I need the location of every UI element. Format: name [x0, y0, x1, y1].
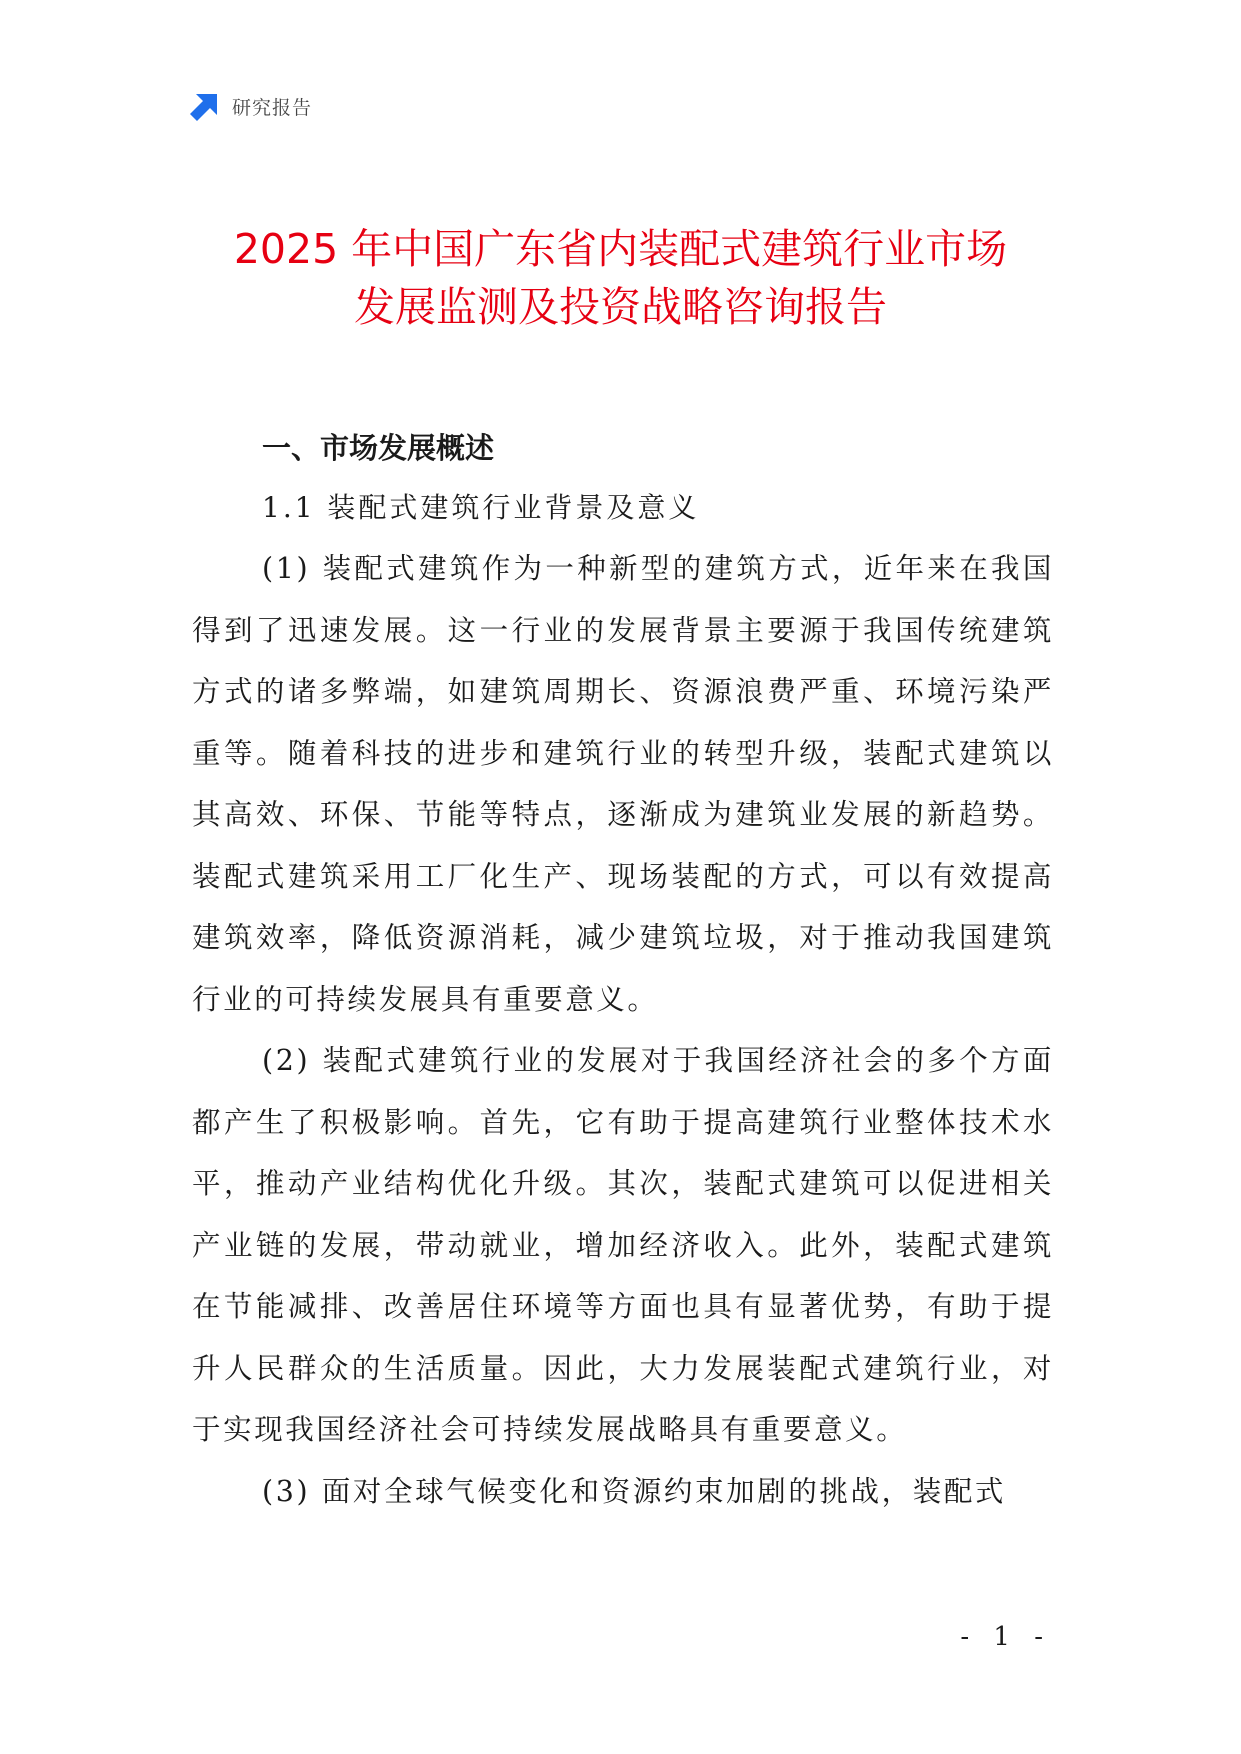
paragraph-2: (2) 装配式建筑行业的发展对于我国经济社会的多个方面都产生了积极影响。首先，它有助于提高建筑行业整体技术水平，推动产业结构优化升级。其次，装配式建筑可以促进相关产业链的发展，带动就业，增加经济收入。此外，装配式建筑在节能减排、改善居住环境等方面也具有显著优势，有助于提升人民群众的生活质量。因此，大力发展装配式建筑行业，对于实现我国经济社会可持续发展战略具有重要意义。: [192, 1044, 1054, 1446]
paragraph-3: (3) 面对全球气候变化和资源约束加剧的挑战，装配式: [262, 1474, 1007, 1508]
document-body: [192, 418, 1054, 1522]
report-title: [150, 220, 1091, 336]
section-heading: 一、市场发展概述: [262, 431, 495, 465]
report-header: [190, 88, 312, 124]
report-title-line-1: 2025 年中国广东省内装配式建筑行业市场: [233, 225, 1008, 273]
header-label: 研究报告: [232, 96, 313, 119]
arrow-up-right-icon: [190, 91, 220, 121]
page-number: - 1 -: [960, 1622, 1051, 1652]
paragraph-1: (1) 装配式建筑作为一种新型的建筑方式，近年来在我国得到了迅速发展。这一行业的发展背景主要源于我国传统建筑方式的诸多弊端，如建筑周期长、资源浪费严重、环境污染严重等。随着科技的进步和建筑行业的转型升级，装配式建筑以其高效、环保、节能等特点，逐渐成为建筑业发展的新趋势。装配式建筑采用工厂化生产、现场装配的方式，可以有效提高建筑效率，降低资源消耗，减少建筑垃圾，对于推动我国建筑行业的可持续发展具有重要意义。: [192, 552, 1054, 1016]
report-title-line-2: 发展监测及投资战略咨询报告: [354, 283, 887, 331]
subsection-heading: 1.1 装配式建筑行业背景及意义: [262, 491, 700, 524]
